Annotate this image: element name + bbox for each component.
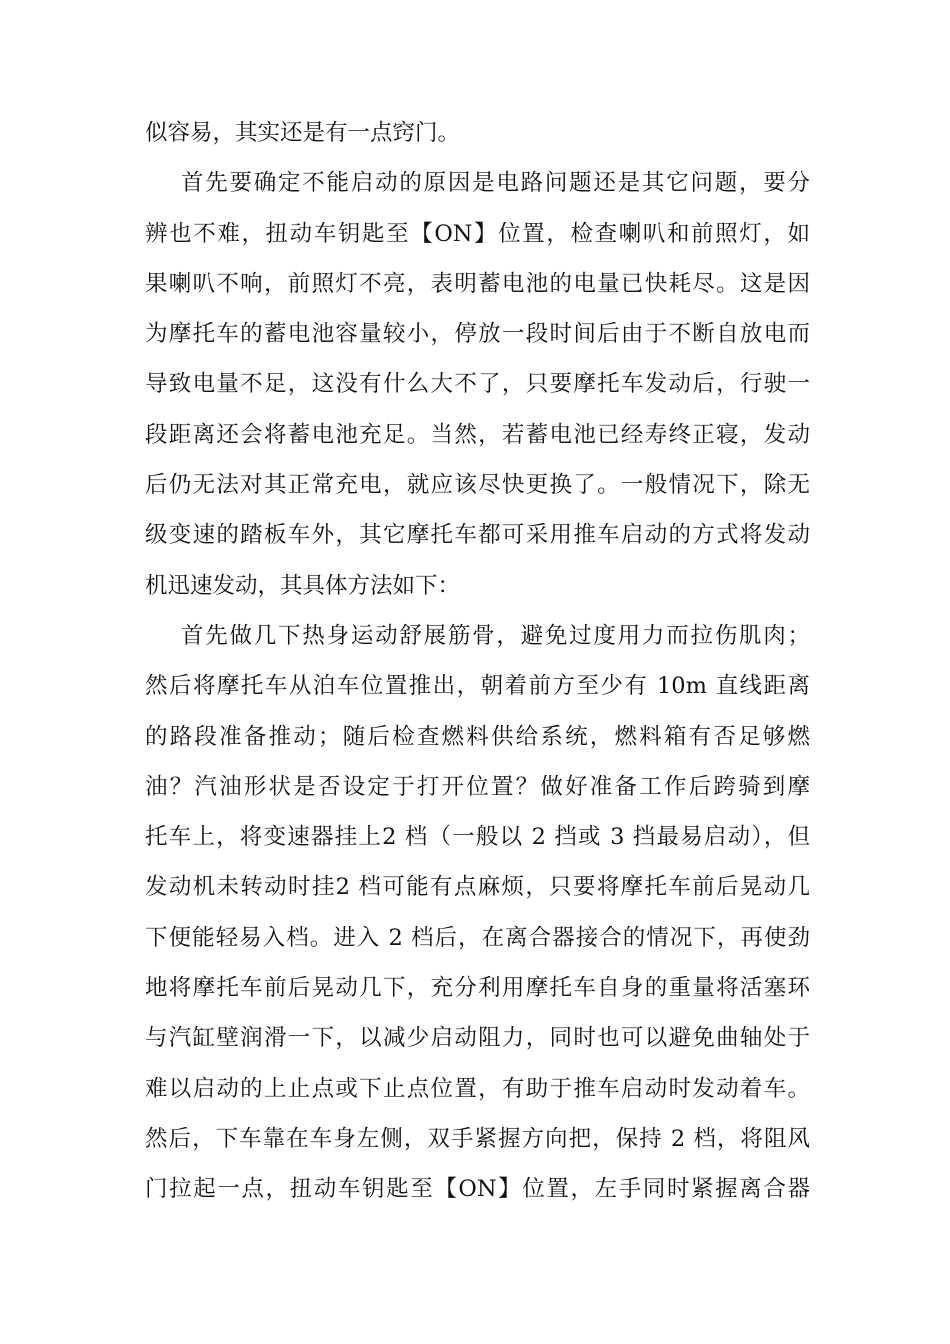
text-line: 级变速的踏板车外，其它摩托车都可采用推车启动的方式将发动 xyxy=(145,522,810,549)
text-line: 为摩托车的蓄电池容量较小，停放一段时间后由于不断自放电而 xyxy=(145,321,810,348)
text-line: 下便能轻易入档。进入 2 档后，在离合器接合的情况下，再使劲 xyxy=(145,924,810,951)
text-line: 与汽缸壁润滑一下，以减少启动阻力，同时也可以避免曲轴处于 xyxy=(145,1025,810,1052)
text-line: 似容易，其实还是有一点窍门。 xyxy=(145,120,461,146)
text-line: 首先做几下热身运动舒展筋骨，避免过度用力而拉伤肌肉； xyxy=(181,622,810,649)
text-line: 机迅速发动，其具体方法如下： xyxy=(145,572,461,599)
body-text xyxy=(145,108,810,1215)
text-line: 后仍无法对其正常充电，就应该尽快更换了。一般情况下，除无 xyxy=(145,472,810,499)
text-line: 段距离还会将蓄电池充足。当然，若蓄电池已经寿终正寝，发动 xyxy=(145,421,810,448)
text-line: 托车上，将变速器挂上2 档（一般以 2 挡或 3 挡最易启动），但 xyxy=(145,824,810,851)
text-line: 门拉起一点，扭动车钥匙至【ON】位置，左手同时紧握离合器 xyxy=(145,1176,810,1203)
text-line: 油？汽油形状是否设定于打开位置？做好准备工作后跨骑到摩 xyxy=(145,773,810,800)
text-line: 辨也不难，扭动车钥匙至【ON】位置，检查喇叭和前照灯，如 xyxy=(145,220,810,247)
text-line: 地将摩托车前后晃动几下，充分利用摩托车自身的重量将活塞环 xyxy=(145,975,810,1002)
text-line: 首先要确定不能启动的原因是电路问题还是其它问题，要分 xyxy=(181,170,810,197)
text-line: 的路段准备推动；随后检查燃料供给系统，燃料箱有否足够燃 xyxy=(145,723,810,750)
text-line: 果喇叭不响，前照灯不亮，表明蓄电池的电量已快耗尽。这是因 xyxy=(145,270,810,297)
text-line: 导致电量不足，这没有什么大不了，只要摩托车发动后，行驶一 xyxy=(145,371,810,398)
text-line: 发动机未转动时挂2 档可能有点麻烦，只要将摩托车前后晃动几 xyxy=(145,874,810,901)
text-line: 然后将摩托车从泊车位置推出，朝着前方至少有 10m 直线距离 xyxy=(145,673,810,700)
text-line: 难以启动的上止点或下止点位置，有助于推车启动时发动着车。 xyxy=(145,1075,810,1102)
text-line: 然后，下车靠在车身左侧，双手紧握方向把，保持 2 档，将阻风 xyxy=(145,1125,810,1152)
